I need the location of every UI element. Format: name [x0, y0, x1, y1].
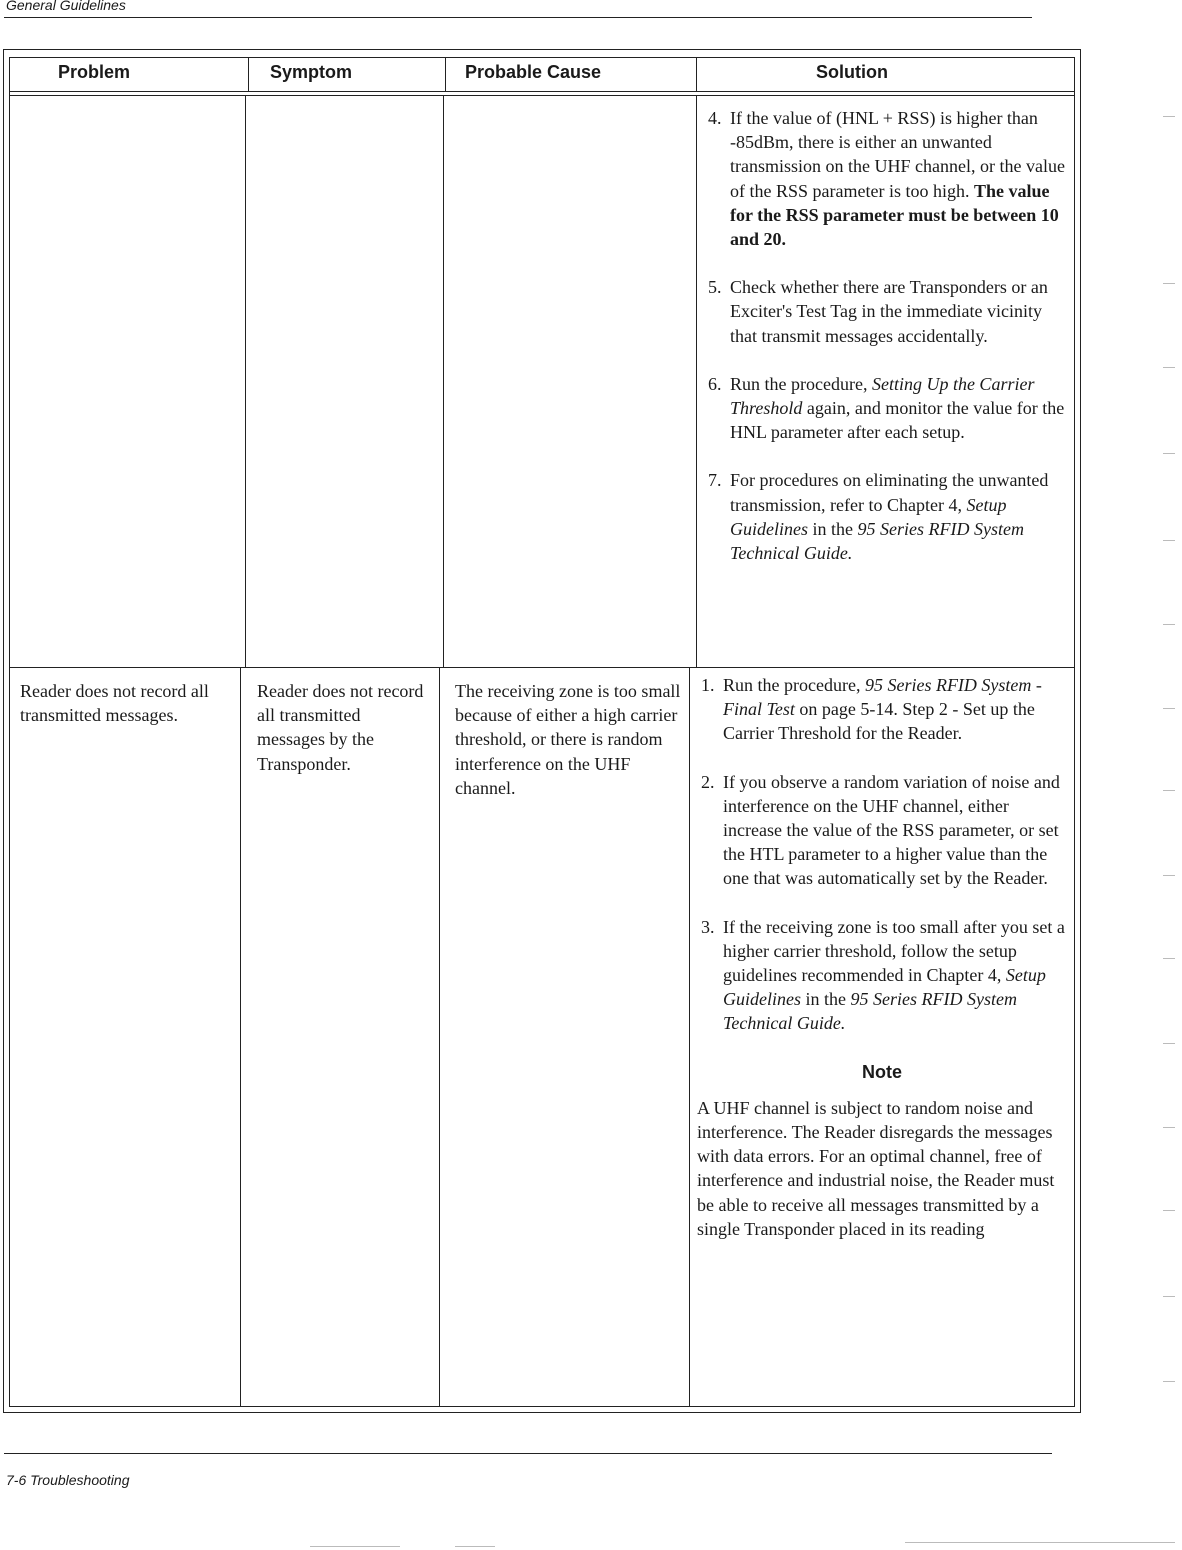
step-text: If the value of (HNL + RSS) is higher than -85dBm, there is either an unwanted transmission on the UHF channel, or the value of the RSS parameter is too high.	[730, 108, 1065, 201]
step-number: 4.	[708, 108, 722, 128]
solution-step	[701, 915, 1067, 1036]
note-title: Note	[862, 1061, 902, 1082]
step-text: in the	[808, 518, 858, 539]
column-divider	[696, 95, 697, 667]
column-divider	[445, 57, 446, 91]
scan-mark	[310, 1546, 400, 1547]
header-symptom: Symptom	[270, 62, 353, 82]
step-text: Run the procedure,	[730, 373, 872, 394]
header-probable-cause: Probable Cause	[465, 62, 602, 82]
solution-step	[708, 275, 1068, 348]
step-text: For procedures on eliminating the unwanted transmission, refer to Chapter 4,	[730, 470, 1049, 515]
step-number: 5.	[708, 277, 722, 298]
scan-mark	[1163, 1381, 1175, 1382]
scan-mark	[1163, 1296, 1175, 1297]
note-body: A UHF channel is subject to random noise and interference. The Reader disregards the messages with data errors. For an optimal channel, free of interference and industrial noise, the Reader must be able to receive all messages transmitted by a single Transponder placed in its reading	[697, 1097, 1055, 1239]
column-divider	[696, 57, 697, 91]
header-divider	[9, 95, 1075, 96]
scan-mark	[455, 1546, 495, 1547]
header-problem: Problem	[58, 62, 131, 82]
solution-step	[708, 372, 1068, 445]
row1-solution-cell	[708, 106, 1068, 589]
row-divider	[9, 667, 1075, 668]
footer-rule	[4, 1453, 1052, 1454]
scan-mark	[1163, 958, 1175, 959]
step-text: If the receiving zone is too small after you set a higher carrier threshold, follow the setup guidelines recommended in Chapter 4,	[723, 916, 1065, 986]
scan-mark	[905, 1542, 1175, 1543]
row2-problem-cell: Reader does not record all transmitted messages.	[20, 681, 209, 726]
header-solution: Solution	[816, 62, 888, 82]
row2-symptom-cell: Reader does not record all transmitted messages by the Transponder.	[257, 681, 424, 774]
row2-solution-cell	[697, 673, 1067, 1241]
step-text: again, and monitor the value for the HNL parameter after each setup.	[730, 398, 1065, 443]
column-divider	[439, 667, 440, 1407]
scan-mark	[1163, 540, 1175, 541]
solution-step	[701, 770, 1067, 891]
scan-mark	[1163, 1210, 1175, 1211]
header-rule	[4, 17, 1032, 18]
step-text: Setup Guidelines	[730, 494, 1007, 539]
step-text: in the	[801, 989, 851, 1010]
scan-mark	[1163, 1127, 1175, 1128]
step-text: 95 Series RFID System Technical Guide.	[730, 518, 1024, 564]
step-text: 95 Series RFID System Technical Guide.	[723, 989, 1017, 1034]
step-text: Setting Up the Carrier Threshold	[730, 373, 1035, 419]
column-divider	[240, 667, 241, 1407]
row2-solution-list	[697, 673, 1067, 1036]
column-divider	[443, 95, 444, 667]
step-text: Check whether there are Transponders or an Exciter's Test Tag in the immediate vicinity that transmit messages accidentally.	[730, 277, 1048, 346]
column-divider	[248, 57, 249, 91]
step-text: 95 Series RFID System - Final Test	[723, 675, 1042, 720]
step-text: on page 5-14. Step 2 - Set up the Carrier Threshold for the Reader.	[723, 699, 1035, 744]
scan-mark	[1163, 283, 1175, 284]
header-divider	[9, 91, 1075, 92]
step-text: If you observe a random variation of noise and interference on the UHF channel, either increase the value of the RSS parameter, or set the HTL parameter to a higher value than the one that was automatically set by the Reader.	[723, 771, 1060, 889]
solution-step	[701, 673, 1067, 746]
scan-mark	[1163, 624, 1175, 625]
step-text: The value for the RSS parameter must be between 10 and 20.	[730, 180, 1059, 250]
solution-step	[708, 106, 1068, 251]
step-number: 1.	[701, 675, 715, 695]
header-title: General Guidelines	[6, 0, 126, 13]
step-text: Run the procedure,	[723, 675, 865, 695]
scan-mark	[1163, 367, 1175, 368]
scan-mark	[1163, 1043, 1175, 1044]
step-text: Setup Guidelines	[723, 965, 1046, 1010]
scan-mark	[1163, 790, 1175, 791]
row2-cause-cell: The receiving zone is too small because of either a high carrier threshold, or there is random interference on the UHF channel.	[455, 681, 681, 798]
step-number: 2.	[701, 771, 715, 792]
step-number: 7.	[708, 470, 722, 491]
column-divider	[689, 667, 690, 1407]
scan-mark	[1163, 708, 1175, 709]
scan-mark	[1163, 453, 1175, 454]
scan-mark	[1163, 116, 1175, 117]
scan-mark	[1163, 875, 1175, 876]
footer-text: 7-6 Troubleshooting	[6, 1472, 130, 1488]
step-number: 3.	[701, 916, 715, 937]
solution-step	[708, 468, 1068, 565]
step-number: 6.	[708, 373, 722, 394]
column-divider	[245, 95, 246, 667]
